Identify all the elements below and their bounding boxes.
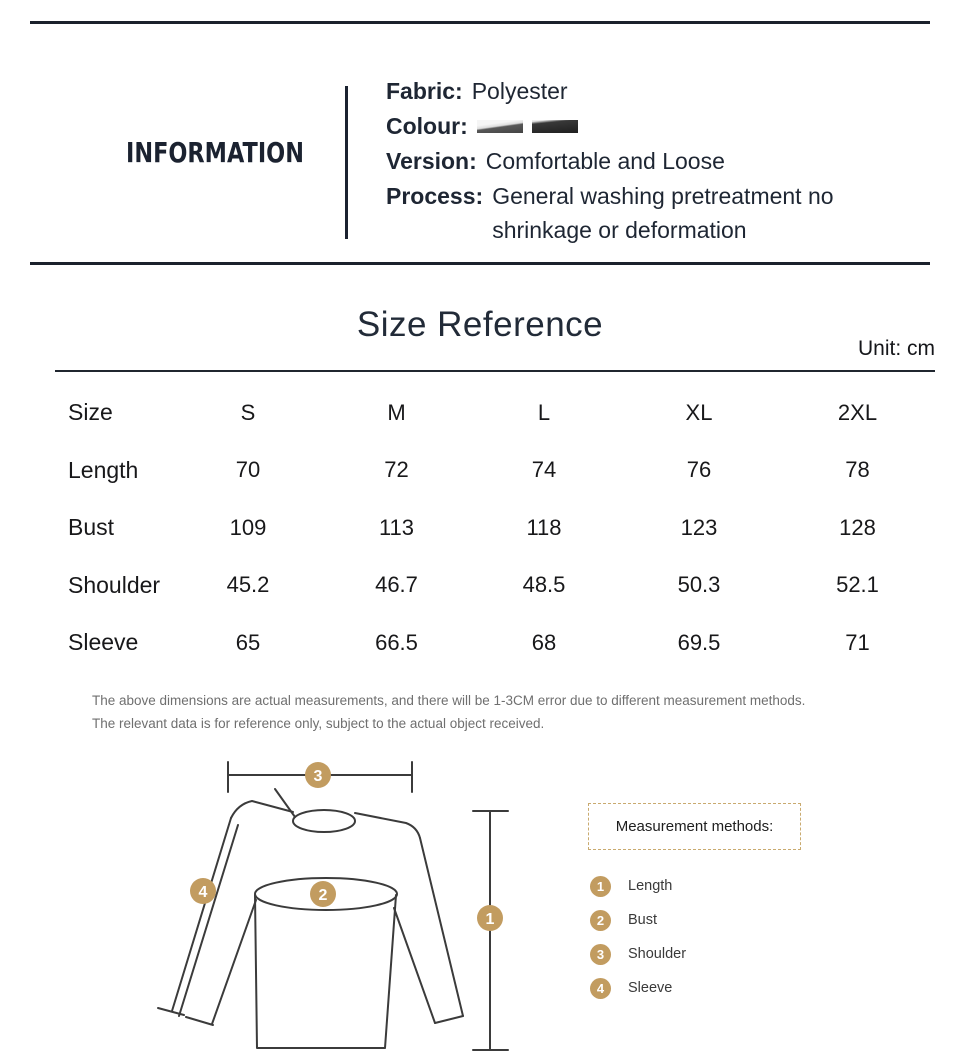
bust-value: 123 — [680, 514, 718, 540]
shoulder-value: 46.7 — [375, 572, 418, 598]
bust-value: 113 — [378, 514, 415, 540]
sleeve-value: 66.5 — [375, 629, 418, 655]
shoulder-value: 50.3 — [677, 572, 721, 598]
sleeve-value: 69.5 — [677, 629, 721, 655]
process-label: Process — [386, 183, 476, 209]
svg-text:4: 4 — [198, 884, 208, 901]
info-row-process — [386, 179, 931, 247]
colour-swatches — [477, 109, 578, 144]
unit-label: Unit: cm — [857, 337, 935, 360]
legend-label-shoulder: Shoulder — [628, 946, 687, 962]
legend-num-3: 3 — [590, 944, 611, 965]
measurement-methods-title: Measurement methods: — [615, 818, 774, 835]
legend-label-bust: Bust — [628, 912, 658, 928]
info-row-fabric — [386, 74, 931, 109]
svg-text:1: 1 — [485, 911, 495, 928]
bust-value: 118 — [526, 514, 562, 540]
vertical-divider — [345, 86, 348, 239]
size-col-xl: XL — [685, 399, 713, 425]
colon: : — [455, 78, 463, 104]
sleeve-value: 71 — [845, 629, 870, 655]
colon: : — [460, 113, 468, 139]
colour-swatch-grey — [477, 120, 523, 133]
sleeve-row-label: Sleeve — [68, 629, 139, 656]
colon: : — [475, 183, 484, 209]
size-col-l: L — [537, 399, 551, 425]
legend-label-length: Length — [628, 878, 673, 894]
legend-label-sleeve: Sleeve — [628, 980, 673, 996]
shirt-measurement-diagram — [140, 745, 560, 1062]
legend-num-2: 2 — [590, 910, 611, 931]
legend-item-length — [590, 869, 686, 903]
svg-text:3: 3 — [313, 768, 323, 785]
bust-value: 128 — [839, 514, 876, 540]
table-top-divider — [55, 370, 935, 372]
marker-bust — [310, 881, 336, 907]
top-divider — [30, 21, 930, 24]
fabric-label: Fabric — [386, 78, 456, 104]
legend-num-4: 4 — [590, 978, 611, 999]
length-value: 74 — [531, 457, 557, 483]
info-row-colour — [386, 109, 931, 144]
process-value: General washing pretreatment no shrinkage or deformation — [492, 183, 834, 243]
marker-length — [477, 905, 503, 931]
fabric-value: Polyester — [471, 78, 568, 104]
colour-label: Colour — [386, 113, 461, 139]
measurement-notes — [92, 690, 922, 735]
version-label: Version — [386, 148, 470, 174]
size-col-m: M — [387, 399, 406, 425]
legend-item-shoulder — [590, 937, 686, 971]
information-bottom-divider — [30, 262, 930, 265]
marker-shoulder — [305, 762, 331, 788]
svg-text:2: 2 — [318, 887, 328, 904]
information-heading: INFORMATION — [126, 136, 304, 169]
bust-value: 109 — [229, 514, 267, 540]
measurement-methods-box — [588, 803, 801, 850]
sleeve-value: 65 — [235, 629, 261, 655]
measurement-methods-list — [590, 869, 686, 1005]
legend-item-bust — [590, 903, 686, 937]
length-value: 78 — [845, 457, 870, 483]
size-table — [55, 384, 935, 672]
length-value: 70 — [235, 457, 261, 483]
shoulder-value: 45.2 — [226, 572, 270, 598]
shoulder-value: 52.1 — [836, 572, 879, 598]
info-row-version — [386, 144, 931, 179]
shoulder-value: 48.5 — [522, 572, 566, 598]
size-col-2xl: 2XL — [837, 399, 878, 425]
marker-sleeve — [190, 878, 216, 904]
note-line-1: The above dimensions are actual measurements, and there will be 1-3CM error due to different measurement methods. — [92, 693, 806, 708]
length-value: 76 — [686, 457, 712, 483]
version-value: Comfortable and Loose — [485, 148, 725, 174]
size-reference-title: Size Reference — [356, 305, 604, 344]
note-line-2: The relevant data is for reference only, subject to the actual object received. — [92, 715, 545, 731]
info-fields — [386, 74, 931, 247]
sleeve-value: 68 — [531, 629, 557, 655]
legend-num-1: 1 — [590, 876, 611, 897]
size-col-s: S — [240, 399, 256, 425]
bust-row-label: Bust — [68, 514, 115, 541]
legend-item-sleeve — [590, 971, 686, 1005]
colon: : — [469, 148, 477, 174]
size-header-label: Size — [68, 399, 113, 426]
length-row-label: Length — [68, 456, 139, 483]
colour-swatch-dark — [532, 120, 578, 133]
length-value: 72 — [384, 457, 409, 483]
shoulder-row-label: Shoulder — [68, 571, 161, 598]
